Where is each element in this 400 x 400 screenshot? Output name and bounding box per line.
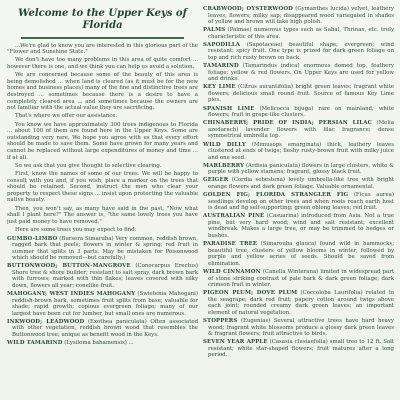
tree-entry xyxy=(203,84,394,104)
tree-entry xyxy=(203,213,394,239)
tree-description: (Casuarina) introduced from Asia. Not a true pine, but very hard wood; wind and salt resistant; excellent windbreak. Makes a large tree, or may be trimmed to hedges or bushes. xyxy=(208,213,394,240)
tree-entry xyxy=(203,269,394,289)
tree-entry xyxy=(7,291,198,317)
intro-paragraph: We don't have too many problems in this area of quite comfort ... however there is one, and we think you can help us avoid a solution. xyxy=(7,57,198,71)
intro-paragraph: ...We're glad to know you are interested in this glorious part of the "Flower and Sunshine State." xyxy=(7,42,198,56)
tree-entry xyxy=(203,142,394,162)
tree-entry xyxy=(203,6,394,26)
tree-entry xyxy=(203,177,394,190)
tree-description: (Cordia sebestena) lovely umbrella-like tree with bright orange flowers and dark green foliage. Valuable ornamental. xyxy=(208,177,394,191)
tree-description: (Exothea paniculata) Often associated with other vegetation, reddish brown wood that resembles the Buttonwood tree; unique as benefit wood in the Keys. xyxy=(12,318,198,338)
tree-name: STOPPERS xyxy=(203,317,238,324)
tree-name: CHINABERRY; PRIDE OF INDIA; PERSIAN LILAC xyxy=(203,120,373,127)
intro-paragraph: We are concerned because some of the beauty of this area is being demolished ... when land is cleared (as it must be for the new homes and business places) many of the fine and distinctive trees are destroyed ... sometimes because there is a desire to have a completely cleared area ... and sometimes because the owners are not familiar with the actual value they are sacrificing. xyxy=(7,72,198,112)
tree-description: (Coccoloba Laurifolia) related to the seagrape; dark red fruit; papery cotton around twigs above each joint; rounded creamy dark green leaves; an important element of natural vegetation. xyxy=(208,290,394,316)
intro-paragraph: That's where we offer our assistance. xyxy=(15,113,118,120)
tree-entry xyxy=(203,241,394,267)
tree-name: PALMS xyxy=(203,27,226,34)
tree-entry xyxy=(203,120,394,140)
tree-name: GUMBO-LIMBO xyxy=(7,235,58,242)
tree-description: (Gymanthes lucida) velvet, leathery leaves; flowers; milky sap; disappeared wood variegated in shades of yellow and brown will take high polish. xyxy=(208,6,394,26)
right-column xyxy=(203,0,394,400)
tree-description: (Simarouba glauca) found wild in hammocks; beautiful tree, clusters of yellow blooms in winter, followed by purple and yellow series of seeds. Should be saved from elimination. xyxy=(208,241,394,267)
tree-description: (Canella Winterana) limited in widespread part of stone striking contrast of pale bark & dark green foliage; dark crimson fruit in winter. xyxy=(208,268,394,289)
tree-entry xyxy=(203,192,394,212)
tree-entry xyxy=(203,318,394,338)
tree-name: WILD TAMARIND xyxy=(7,340,63,347)
tree-description: (Casasia clusiaefolia) small tree to 12 ft. Salt resistant; white star-shaped flowers; fruit matures after a long period. xyxy=(208,339,394,359)
tree-description: (Ardisia paniculata) flowers in large clusters, white & purple with yellow stamens; fragrant, glossy black fruit. xyxy=(208,162,394,176)
tree-entry xyxy=(203,106,394,119)
intro-paragraph: You know we have approximately 300 trees indigenous to Florida ... about 100 of them are found here in the Upper Keys. Some are outstanding very rare. We hope you agree with us that every effort should be made to save them. Some have grown for many years and cannot be replaced without large expenditures of money and time ... if at all. xyxy=(7,121,198,161)
tree-name: MAHOGANY; WEST INDIES MAHOGANY xyxy=(7,291,136,298)
intro-paragraph: So we ask that you give thought to selective clearing. xyxy=(15,162,162,169)
page-title: Welcome to the Upper Keys of Florida xyxy=(18,8,187,31)
tree-name: CRABWOOD; OYSTERWOOD xyxy=(203,6,294,12)
tree-name: SEVEN YEAR APPLE xyxy=(203,339,268,346)
left-column xyxy=(7,0,198,400)
tree-description: (Bursera Simaruba) Very common, reddish brown, ragged bark that peels; flowers in winter & spring; red fruit in summer that splits in 3 parts. May be mistaken for Poisonwood which should be removed—but carefully.) xyxy=(12,235,198,262)
tree-name: KEY LIME xyxy=(203,84,236,91)
title-underline xyxy=(21,37,184,39)
tree-name: PIGEON PLUM; DOVE PLUM xyxy=(203,290,298,297)
tree-entry xyxy=(203,42,394,62)
tree-description: (Mimusops emarginata) thick, leathery leaves clustered at ends of twigs; fleshy rusty-brown fruit with milky juice and one seed. xyxy=(208,141,394,161)
tree-name: PARADISE TREE xyxy=(203,241,258,248)
intro-paragraph: Then, you won't say, as many have said in the past, "Now what shall I plant here?" The answer is, "the same lovely trees you have just paid money to have removed." xyxy=(7,205,198,225)
tree-description: (Conocarpus Erectus) Shore tree & shore builder; resistant to salt spray, dark brown bark with furrows; marked with thin flakes; leaves covered with silky down, flowers all year; conelike fruit. xyxy=(12,263,198,289)
tree-name: GEIGER xyxy=(203,177,229,184)
tree-description: (Melia azedarach) lavender flowers with lilac fragrance; dense symmetrical umbrella top. xyxy=(208,120,394,140)
tree-name: TAMARIND xyxy=(203,63,239,70)
tree-entry xyxy=(7,236,198,262)
tree-entry xyxy=(203,63,394,83)
tree-description: (Melicocca bijuga) rare on mainland; white flowers; fruit in grape-like clusters. xyxy=(208,105,394,119)
tree-entry xyxy=(203,27,394,40)
tree-name: WILD CINNAMON xyxy=(203,268,261,275)
tree-name: AUSTRALIAN PINE xyxy=(203,213,265,220)
tree-name: SPANISH LIME xyxy=(203,105,255,112)
tree-name: WILD DILLY xyxy=(203,141,246,148)
tree-entry xyxy=(7,319,198,339)
tree-description: (Citrus aurantifolia) bright green leaves; fragrant white flowers; delicious small round fruit. Source of famous Key Lime pies. xyxy=(208,84,394,104)
tree-description: (Lysiloma bahamensis) ... xyxy=(64,340,134,347)
tree-entry xyxy=(203,290,394,316)
intro-paragraph: Here are some trees you may expect to find: xyxy=(15,227,137,234)
tree-description: (Sapotaceae) beautiful shape; evergreen; wind resistant; spicy fruit. One type is prized for dark green foliage on top and rich rusty brown on back. xyxy=(208,41,394,62)
tree-name: MARLBERRY xyxy=(203,162,245,169)
tree-description: (Ficus aurea) seedlings develop on other trees and when roots reach earth host is dead and fig self-supporting; green oblong leaves; red fruit. xyxy=(208,192,394,212)
tree-description: (Eugenias) Several attractive trees have hard heavy wood; fragrant white blossoms produce a glossy dark green leaves & fragrant flowers; fruit attractive to birds. xyxy=(208,317,394,338)
tree-description: (Palmae) numerous types such as Sabal, Thrinax, etc. truly characteristic of this area. xyxy=(208,27,394,40)
tree-description: (Tamarindus indica) enormous domed top, feathery foliage; yellow & red flowers. On Upper Keys are used for yellow and drinks. xyxy=(208,63,394,83)
tree-name: BUTTONWOOD; BUTTON-MANGROVE xyxy=(7,263,131,270)
tree-name: INKWOOD; LEADWOOD xyxy=(7,318,85,325)
tree-name: SAPODILLA xyxy=(203,41,241,48)
tree-entry xyxy=(7,340,198,347)
tree-entry xyxy=(203,163,394,176)
intro-paragraph: First, know the names of some of our trees. We will be happy to consult with you and, if you wish, place a marker on the trees that should be retained. Second, instruct the men who clear your property to respect these signs ... insist upon protecting the valuable native beauty. xyxy=(7,171,198,204)
column-fade xyxy=(7,394,198,400)
tree-entry xyxy=(203,339,394,359)
column-fade xyxy=(203,394,394,400)
tree-name: GOLDEN FIG; FLORIDA STRANGLER FIG xyxy=(203,192,349,199)
tree-entry xyxy=(7,263,198,289)
tree-description: (Swietenia Mahogani) reddish-brown bark, sometimes fruit splits from base; valuable for shade; rapid growth; copious evergreen foliage; many of our largest have been cut for lumber, but small ones are numerous. xyxy=(12,291,198,317)
